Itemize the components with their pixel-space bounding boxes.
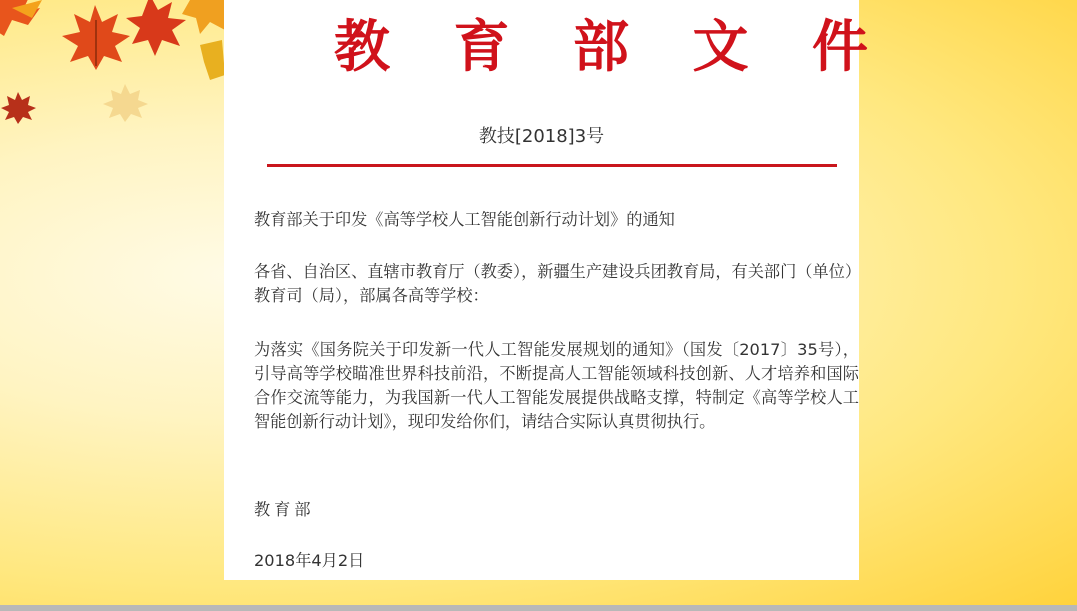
header-divider xyxy=(267,164,837,167)
notice-salutation: 各省、自治区、直辖市教育厅（教委），新疆生产建设兵团教育局，有关部门（单位）教育司（局），部属各高等学校： xyxy=(254,262,853,305)
document-card xyxy=(224,0,890,580)
document-header xyxy=(224,0,890,190)
document-title: 教 育 部 文 件 xyxy=(334,14,890,80)
document-number: 教技[2018]3号 xyxy=(478,126,605,147)
notice-date: 2018年4月2日 xyxy=(254,551,365,570)
notice-signature: 教育部 xyxy=(254,500,315,519)
notice-title: 教育部关于印发《高等学校人工智能创新行动计划》的通知 xyxy=(254,210,675,229)
bottom-bar xyxy=(0,605,1077,611)
maple-leaves-icon xyxy=(0,0,225,130)
notice-body: 为落实《国务院关于印发新一代人工智能发展规划的通知》（国发〔2017〕35号），引导高等学校瞄准世界科技前沿，不断提高人工智能领域科技创新、人才培养和国际合作交流等能力，为我国新一代人工智能发展提供战略支撑，特制定《高等学校人工智能创新行动计划》，现印发给你们，请结合实际认真贯彻执行。 xyxy=(254,340,859,431)
